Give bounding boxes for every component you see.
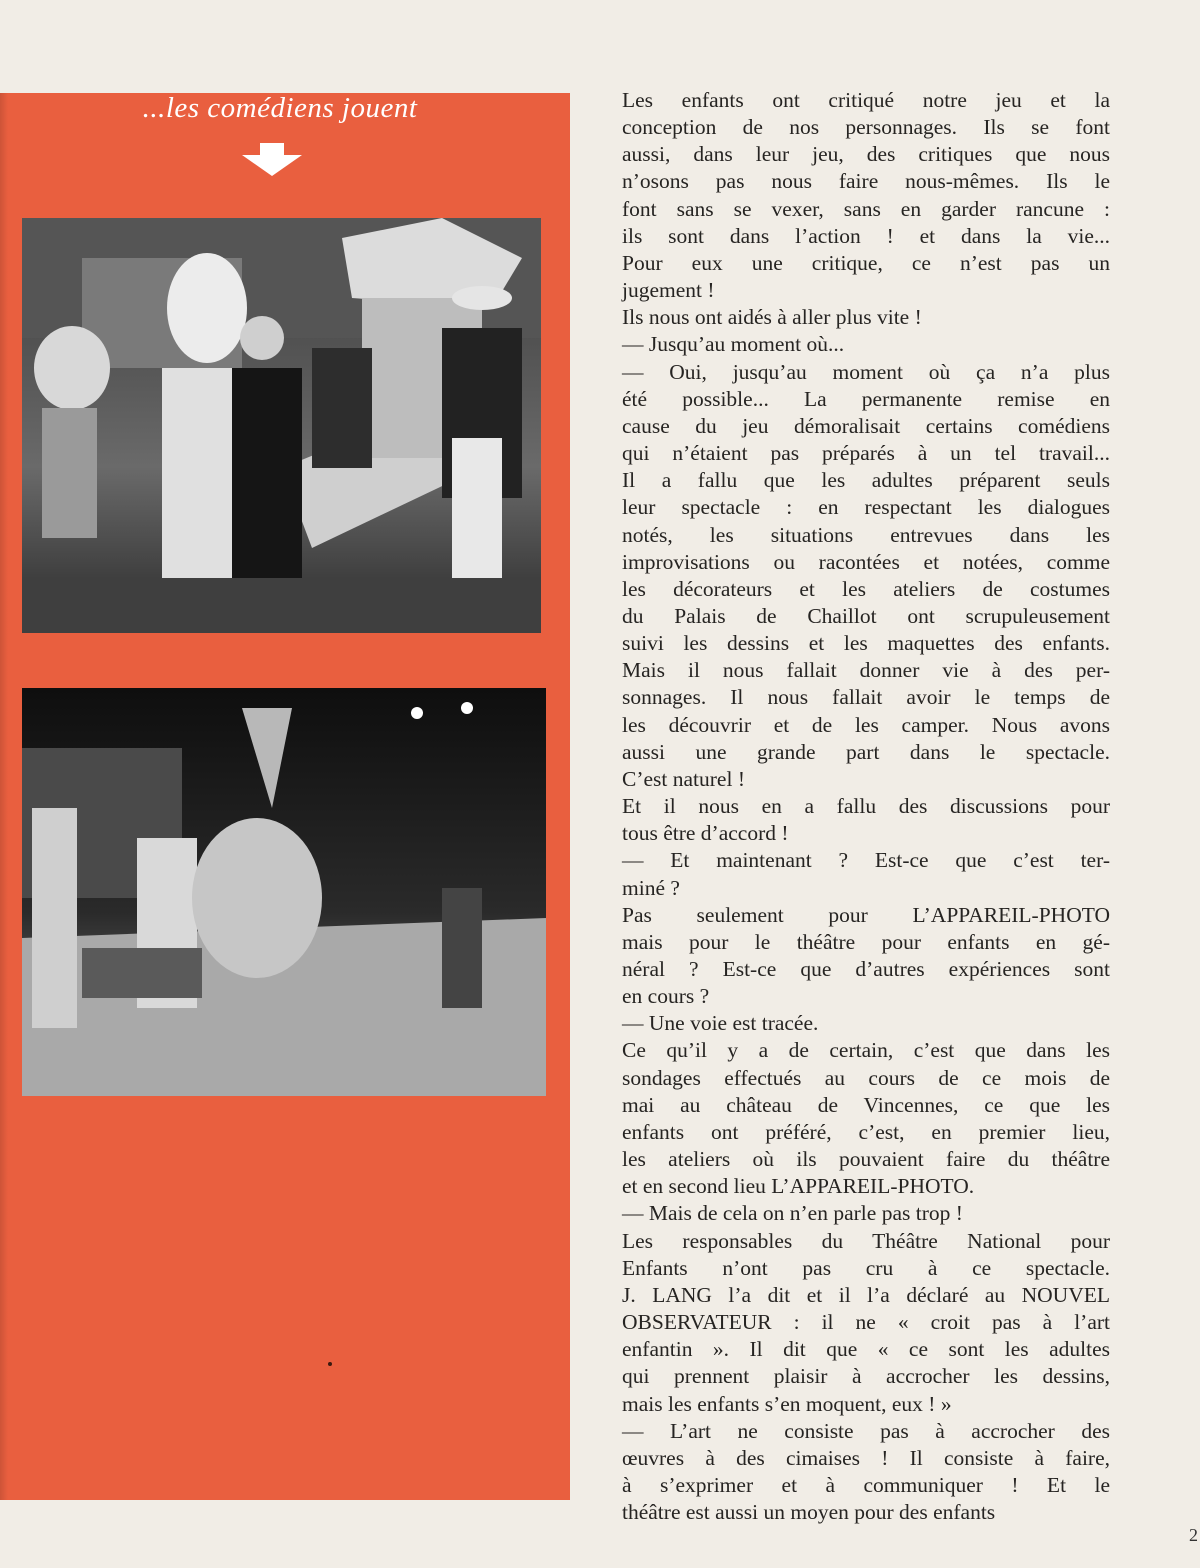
text-line: Et il nous en a fallu des discussions pour xyxy=(622,794,1110,819)
text-line: suivi les dessins et les maquettes des enfants. xyxy=(622,631,1110,656)
text-line: Ce qu’il y a de certain, c’est que dans les xyxy=(622,1038,1110,1063)
text-line: Mais il nous fallait donner vie à des per- xyxy=(622,658,1110,683)
text-line: Enfants n’ont pas cru à ce spectacle. xyxy=(622,1255,1110,1280)
panel-caption: ...les comédiens jouent xyxy=(142,92,418,124)
text-line: Ils nous ont aidés à aller plus vite ! xyxy=(622,305,922,330)
ink-speck xyxy=(328,1362,332,1366)
text-line: Pas seulement pour L’APPAREIL-PHOTO xyxy=(622,902,1110,927)
text-line: été possible... La permanente remise en xyxy=(622,386,1110,411)
text-line: mais les enfants s’en moquent, eux ! » xyxy=(622,1391,952,1416)
stage-photo-2 xyxy=(22,688,546,1096)
text-line: Pour eux une critique, ce n’est pas un xyxy=(622,250,1110,275)
stage-photo-1 xyxy=(22,218,541,633)
text-line: mai au château de Vincennes, ce que les xyxy=(622,1092,1110,1117)
text-line: enfants ont préféré, c’est, en premier lieu, xyxy=(622,1119,1110,1144)
text-line: — Oui, jusqu’au moment où ça n’a plus xyxy=(622,359,1110,384)
text-line: — Jusqu’au moment où... xyxy=(622,332,845,357)
text-line: font sans se vexer, sans en garder rancune : xyxy=(622,196,1110,221)
article-body-text xyxy=(622,87,1110,1526)
text-line: Il a fallu que les adultes préparent seuls xyxy=(622,468,1110,493)
text-line: n’osons pas nous faire nous-mêmes. Ils le xyxy=(622,169,1110,194)
text-line: en cours ? xyxy=(622,984,710,1009)
text-line: ils sont dans l’action ! et dans la vie... xyxy=(622,223,1110,248)
text-line: tous être d’accord ! xyxy=(622,821,789,846)
text-line: sonnages. Il nous fallait avoir le temps de xyxy=(622,685,1110,710)
text-line: Les responsables du Théâtre National pour xyxy=(622,1228,1110,1253)
text-line: et en second lieu L’APPAREIL-PHOTO. xyxy=(622,1174,975,1199)
text-line: les ateliers où ils pouvaient faire du théâtre xyxy=(622,1147,1110,1172)
text-line: J. LANG l’a dit et il l’a déclaré au NOUVEL xyxy=(622,1282,1110,1307)
down-arrow-icon xyxy=(240,143,304,177)
text-line: miné ? xyxy=(622,875,680,900)
text-line: — L’art ne consiste pas à accrocher des xyxy=(622,1418,1110,1443)
text-line: Les enfants ont critiqué notre jeu et la xyxy=(622,88,1110,112)
text-line: œuvres à des cimaises ! Il consiste à faire, xyxy=(622,1445,1110,1470)
text-line: aussi une grande part dans le spectacle. xyxy=(622,739,1110,764)
text-line: C’est naturel ! xyxy=(622,766,745,791)
text-line: — Mais de cela on n’en parle pas trop ! xyxy=(622,1201,963,1226)
text-line: qui n’étaient pas préparés à un tel travail... xyxy=(622,441,1110,466)
text-line: qui prennent plaisir à accrocher les dessins, xyxy=(622,1364,1110,1389)
text-line: à s’exprimer et à communiquer ! Et le xyxy=(622,1472,1110,1497)
text-line: OBSERVATEUR : il ne « croit pas à l’art xyxy=(622,1310,1110,1335)
page-edge-shadow xyxy=(0,93,8,1500)
text-line: leur spectacle : en respectant les dialogues xyxy=(622,495,1110,520)
text-line: — Et maintenant ? Est-ce que c’est ter- xyxy=(622,848,1110,873)
text-line: du Palais de Chaillot ont scrupuleusement xyxy=(622,603,1110,628)
text-line: cause du jeu démoralisait certains comédiens xyxy=(622,413,1110,438)
text-line: néral ? Est-ce que d’autres expériences sont xyxy=(622,957,1110,981)
page-number: 2 xyxy=(1189,1525,1198,1545)
text-line: jugement ! xyxy=(622,278,715,303)
text-line: les décorateurs et les ateliers de costumes xyxy=(622,576,1110,601)
text-line: théâtre est aussi un moyen pour des enfants xyxy=(622,1500,996,1525)
text-line: aussi, dans leur jeu, des critiques que nous xyxy=(622,142,1110,167)
text-line: — Une voie est tracée. xyxy=(622,1011,819,1036)
text-line: improvisations ou racontées et notées, comme xyxy=(622,549,1110,574)
text-line: enfantin ». Il dit que « ce sont les adultes xyxy=(622,1337,1110,1362)
text-line: mais pour le théâtre pour enfants en gé- xyxy=(622,929,1110,954)
text-line: notés, les situations entrevues dans les xyxy=(622,522,1110,547)
text-line: conception de nos personnages. Ils se font xyxy=(622,115,1110,140)
text-line: les découvrir et de les camper. Nous avons xyxy=(622,712,1110,737)
text-line: sondages effectués au cours de ce mois de xyxy=(622,1065,1110,1090)
